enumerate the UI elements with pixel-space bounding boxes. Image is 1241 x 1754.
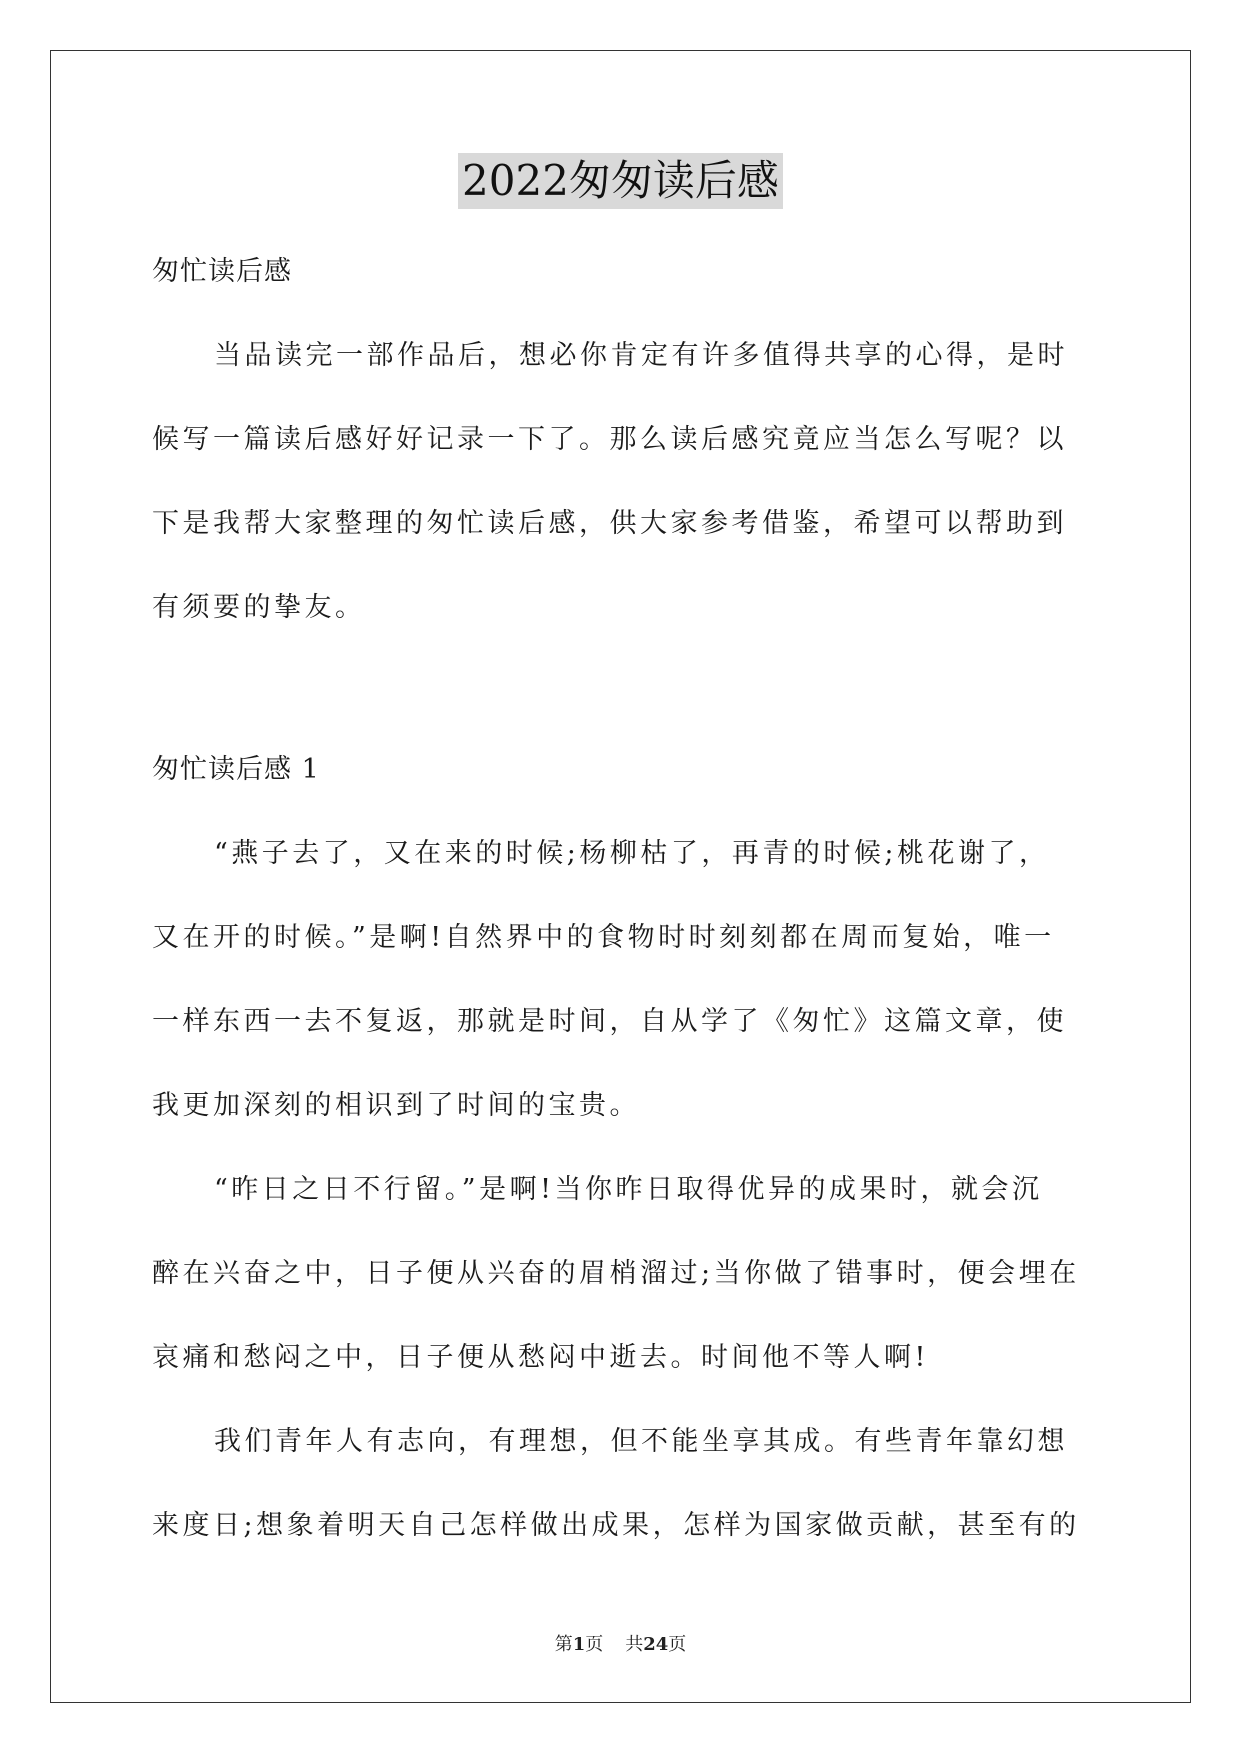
paragraph-line: 醉在兴奋之中，日子便从兴奋的眉梢溜过;当你做了错事时，便会埋在 bbox=[152, 1258, 1080, 1289]
page-footer bbox=[0, 1630, 1241, 1656]
paragraph-line: 我们青年人有志向，有理想，但不能坐享其成。有些青年靠幻想 bbox=[214, 1426, 1068, 1457]
title-container bbox=[0, 153, 1241, 209]
paragraph-line: 候写一篇读后感好好记录一下了。那么读后感究竟应当怎么写呢？以 bbox=[152, 424, 1067, 455]
paragraph-line: 我更加深刻的相识到了时间的宝贵。 bbox=[152, 1090, 640, 1121]
paragraph-line: 下是我帮大家整理的匆忙读后感，供大家参考借鉴，希望可以帮助到 bbox=[152, 508, 1067, 539]
page-unit: 页 bbox=[585, 1634, 604, 1655]
paragraph-3 bbox=[152, 1400, 1092, 1568]
paragraph-2 bbox=[152, 1148, 1092, 1400]
paragraph-line: “燕子去了，又在来的时候;杨柳枯了，再青的时候;桃花谢了， bbox=[214, 838, 1050, 869]
intro-paragraph bbox=[152, 314, 1092, 650]
paragraph-1 bbox=[152, 812, 1092, 1148]
paragraph-line: 来度日;想象着明天自己怎样做出成果，怎样为国家做贡献，甚至有的 bbox=[152, 1510, 1080, 1541]
total-prefix: 共 bbox=[625, 1634, 644, 1655]
page-total: 24 bbox=[643, 1634, 669, 1655]
paragraph-line: 又在开的时候。”是啊!自然界中的食物时时刻刻都在周而复始，唯一 bbox=[152, 922, 1055, 953]
section-heading: 匆忙读后感 1 bbox=[152, 754, 320, 785]
page-prefix: 第 bbox=[554, 1634, 573, 1655]
intro-heading: 匆忙读后感 bbox=[152, 256, 292, 287]
paragraph-line: “昨日之日不行留。”是啊!当你昨日取得优异的成果时，就会沉 bbox=[214, 1174, 1043, 1205]
page-current: 1 bbox=[572, 1634, 586, 1655]
paragraph-line: 一样东西一去不复返，那就是时间，自从学了《匆忙》这篇文章，使 bbox=[152, 1006, 1067, 1037]
spacer bbox=[152, 650, 1092, 728]
paragraph-line: 哀痛和愁闷之中，日子便从愁闷中逝去。时间他不等人啊! bbox=[152, 1342, 929, 1373]
total-unit: 页 bbox=[668, 1634, 687, 1655]
document-title: 2022匆匆读后感 bbox=[458, 153, 783, 209]
paragraph-line: 当品读完一部作品后，想必你肯定有许多值得共享的心得，是时 bbox=[214, 340, 1068, 371]
paragraph-line: 有须要的挚友。 bbox=[152, 592, 366, 623]
document-body bbox=[152, 230, 1092, 1568]
